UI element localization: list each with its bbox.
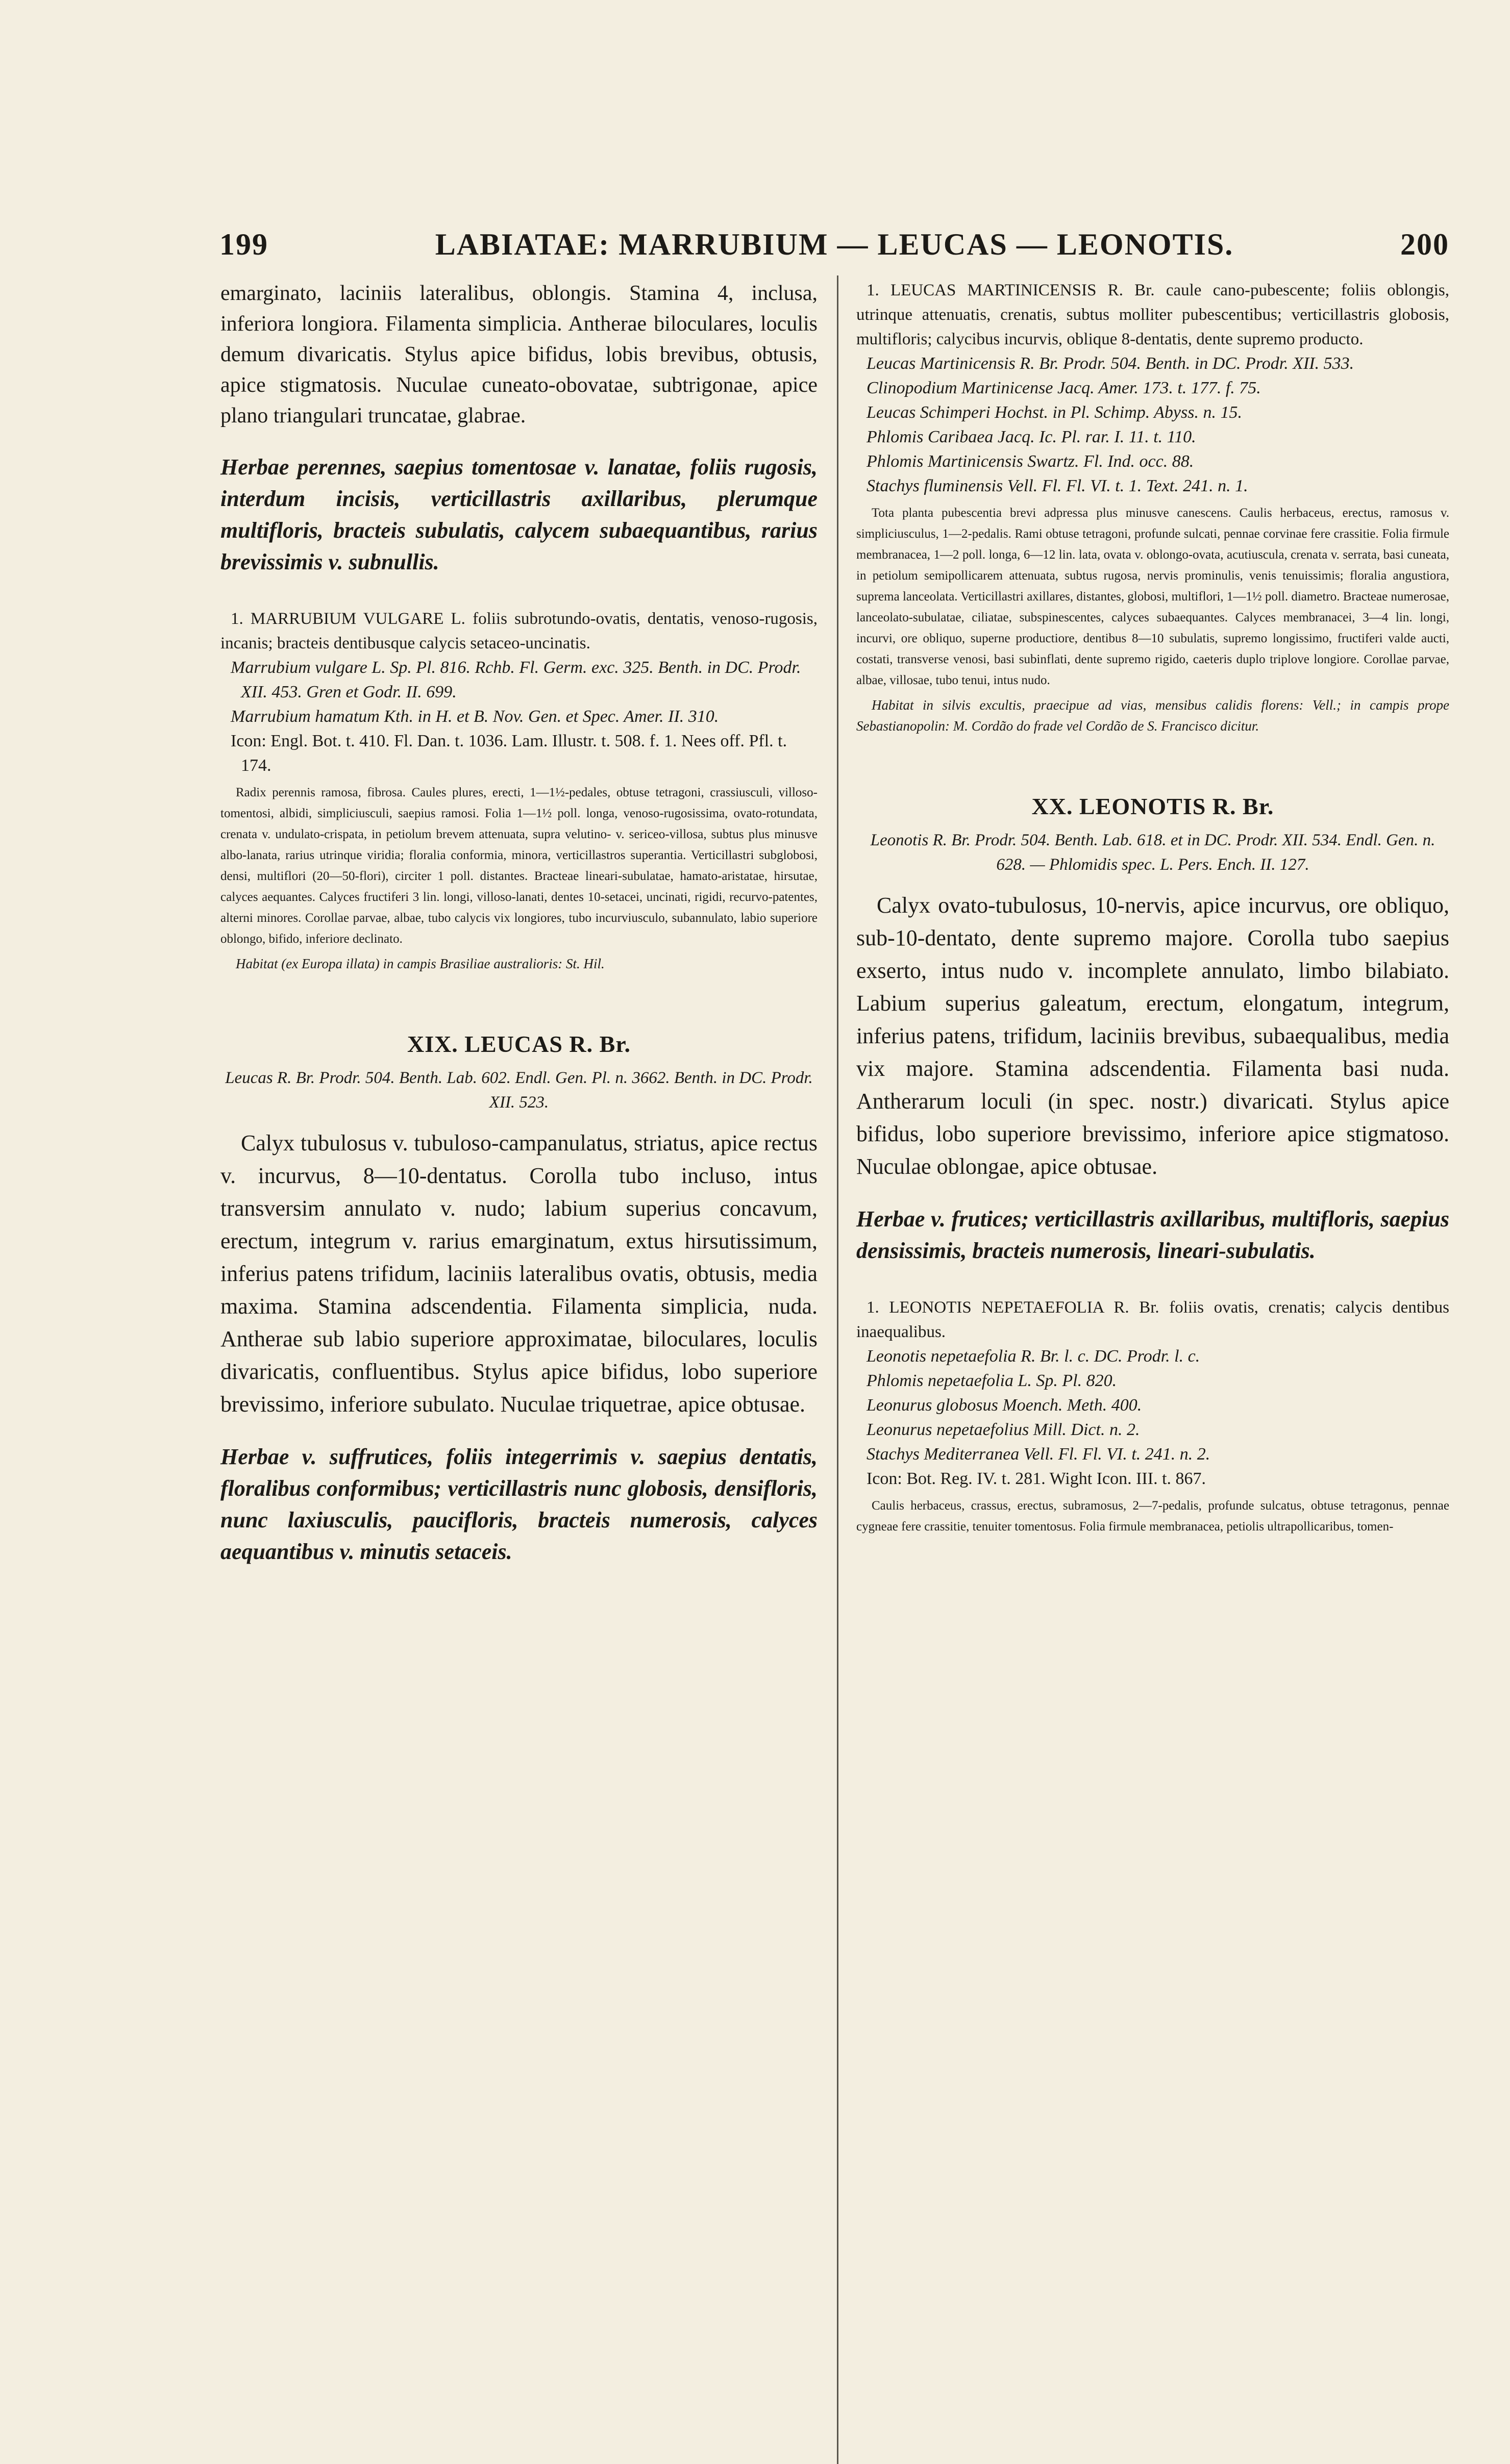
right-column	[856, 278, 1449, 1537]
synonym: Stachys Mediterranea Vell. Fl. Fl. VI. t. 241. n. 2.	[867, 1445, 1210, 1464]
habitat: Habitat in silvis excultis, praecipue ad vias, mensibus calidis florens: Vell.; in campis prope Sebastianopolin: M. Cordão do frade vel Cordão de S. Francisco dicitur.	[856, 697, 1449, 734]
species-description: Tota planta pubescentia brevi adpressa plus minusve canescens. Caulis herbaceus, erectus, ramosus v. simpliciusculus, 1—2-pedalis. Rami obtuse tetragoni, profunde sulcati, pennae corvinae fere crassitie. Folia firmule membranacea, 1—2 poll. longa, 6—12 lin. lata, ovata v. oblongo-ovata, acutiuscula, crenata v. serrata, basi cuneata, in petiolum semipollicarem attenuata, subtus rugosa, nervis prominulis, venis tenuissimis; floralia angustiora, suprema lanceolata. Verticillastri axillares, distantes, globosi, multiflori, 1—1½ poll. diametro. Bracteae numerosae, lanceolato-subulatae, ciliatae, subspinescentes, calyces subaequantes. Calyces membranacei, 3—4 lin. longi, incurvi, ore obliquo, superne productiore, dentibus 8—10 subulatis, supremo longissimo, fructiferi valde aucti, costati, transverse venosi, basi subinflati, dente supremo rigido, caeteris duplo triplove longiore. Corollae parvae, albae, villosae, tubo tenui, intus nudo.	[856, 506, 1449, 687]
genus-description: Calyx tubulosus v. tubuloso-campanulatus, striatus, apice rectus v. incurvus, 8—10-dentatus. Corolla tubo incluso, intus transversim annulato v. nudo; labium superius concavum, erectum, integrum v. rarius emarginatum, extus hirsutissimum, inferius patens trifidum, laciniis lateralibus ovatis, obtusis, media maxima. Stamina adscendentia. Filamenta simplicia, nuda. Antherae sub labio superiore approximatae, biloculares, loculis divaricatis, confluentibus. Stylus apice bifidus, lobo superiore brevissimo, inferiore subulato. Nuculae triquetrae, apice obtusae.	[220, 1130, 818, 1417]
page-number-left: 199	[219, 228, 268, 261]
genus-references: Leonotis R. Br. Prodr. 504. Benth. Lab. 618. et in DC. Prodr. XII. 534. Endl. Gen. n. 628. — Phlomidis spec. L. Pers. Ench. II. 127.	[870, 831, 1435, 874]
page-number-right: 200	[1400, 228, 1449, 261]
synonym: Stachys fluminensis Vell. Fl. Fl. VI. t. 1. Text. 241. n. 1.	[867, 476, 1248, 495]
habitat: Habitat (ex Europa illata) in campis Brasiliae australioris: St. Hil.	[236, 956, 605, 971]
genus-description: Calyx ovato-tubulosus, 10-nervis, apice incurvus, ore obliquo, sub-10-dentato, dente supremo majore. Corolla tubo saepius exserto, intus nudo v. incomplete annulato, limbo bilabiato. Labium superius galeatum, erectum, elongatum, integrum, inferius patens, trifidum, laciniis brevibus, subaequalibus, media vix majore. Stamina adscendentia. Filamenta basi nuda. Antherarum loculi (in spec. nostr.) divaricati. Stylus apice bifidus, lobo superiore brevissimo, inferiore apice stigmatoso. Nuculae oblongae, apice obtusae.	[856, 893, 1449, 1179]
column-divider	[837, 275, 838, 2464]
page-header	[219, 227, 1449, 268]
synonym: Leonotis nepetaefolia R. Br. l. c. DC. Prodr. l. c.	[867, 1347, 1200, 1366]
running-title: LABIATAE: MARRUBIUM — LEUCAS — LEONOTIS.	[435, 228, 1234, 261]
genus-habit: Herbae v. suffrutices, foliis integerrimis v. saepius dentatis, floralibus conformibus; verticillastris nunc globosis, densifloris, nunc laxiusculis, paucifloris, bracteis numerosis, calyces aequantibus v. minutis setaceis.	[220, 1444, 818, 1564]
species-description: Caulis herbaceus, crassus, erectus, subramosus, 2—7-pedalis, profunde sulcatus, obtuse tetragonus, pennae cygneae fere crassitie, tenuiter tomentosus. Folia firmule membranacea, petiolis ultrapollicaribus, tomen-	[856, 1499, 1449, 1533]
synonym: Leonurus nepetaefolius Mill. Dict. n. 2.	[867, 1420, 1140, 1439]
synonym: Marrubium vulgare L. Sp. Pl. 816. Rchb. Fl. Germ. exc. 325. Benth. in DC. Prodr. XII. 453. Gren et Godr. II. 699.	[231, 658, 801, 701]
genus-habit: Herbae v. frutices; verticillastris axillaribus, multifloris, saepius densissimis, bracteis numerosis, lineari-subulatis.	[856, 1206, 1449, 1263]
left-column	[220, 278, 818, 1568]
species-title: 1. LEONOTIS NEPETAEFOLIA R. Br. foliis ovatis, crenatis; calycis dentibus inaequalibus.	[856, 1298, 1449, 1341]
synonym: Leucas Schimperi Hochst. in Pl. Schimp. Abyss. n. 15.	[867, 403, 1242, 422]
synonym: Phlomis nepetaefolia L. Sp. Pl. 820.	[867, 1371, 1117, 1390]
genus-references: Leucas R. Br. Prodr. 504. Benth. Lab. 602. Endl. Gen. Pl. n. 3662. Benth. in DC. Prodr. XII. 523.	[225, 1069, 813, 1112]
species-title: 1. MARRUBIUM VULGARE L. foliis subrotundo-ovatis, dentatis, venoso-rugosis, incanis; bracteis dentibusque calycis setaceo-uncinatis.	[220, 610, 818, 652]
synonym: Marrubium hamatum Kth. in H. et B. Nov. Gen. et Spec. Amer. II. 310.	[231, 707, 719, 726]
genus-habit: Herbae perennes, saepius tomentosae v. lanatae, foliis rugosis, interdum incisis, verticillastris axillaribus, plerumque multifloris, bracteis subulatis, calycem subaequantibus, rarius brevissimis v. subnullis.	[220, 455, 818, 574]
synonym: Clinopodium Martinicense Jacq. Amer. 173. t. 177. f. 75.	[867, 379, 1261, 397]
synonym: Leonurus globosus Moench. Meth. 400.	[867, 1396, 1142, 1415]
genus-description-continued: emarginato, laciniis lateralibus, oblongis. Stamina 4, inclusa, inferiora longiora. Filamenta simplicia. Antherae biloculares, loculis demum divaricatis. Stylus apice bifidus, lobis brevibus, obtusis, apice stigmatosis. Nuculae cuneato-obovatae, subtrigonae, apice plano triangulari truncatae, glabrae.	[220, 282, 818, 428]
synonym: Phlomis Martinicensis Swartz. Fl. Ind. occ. 88.	[867, 452, 1194, 471]
species-title: 1. LEUCAS MARTINICENSIS R. Br. caule cano-pubescente; foliis oblongis, utrinque attenuatis, crenatis, subtus molliter pubescentibus; verticillastris globosis, multifloris; calycibus incurvis, oblique 8-dentatis, dente supremo producto.	[856, 281, 1449, 348]
synonym: Leucas Martinicensis R. Br. Prodr. 504. Benth. in DC. Prodr. XII. 533.	[867, 354, 1354, 373]
species-description: Radix perennis ramosa, fibrosa. Caules plures, erecti, 1—1½-pedales, obtuse tetragoni, crassiusculi, villoso-tomentosi, albidi, simpliciusculi, saepius ramosi. Folia 1—1½ poll. longa, venoso-rugosissima, ovato-rotundata, crenata v. undulato-crispata, in petiolum brevem attenuata, supra velutino- v. sericeo-villosa, subtus plus minusve albo-lanata, rarius utrinque viridia; floralia conformia, minora, verticillastros superantia. Verticillastri subglobosi, densi, multiflori (20—50-flori), circiter 1 poll. distantes. Bracteae lineari-subulatae, hamato-aristatae, hirsutae, calyces aequantes. Calyces fructiferi 3 lin. longi, villoso-lanati, dentes 10-setacei, uncinati, rigidi, recurvo-patentes, alterni minores. Corollae parvae, albae, tubo calycis vix longiores, tubo incurviusculo, subannulato, labio superiore oblongo, bifido, inferiore declinato.	[220, 786, 818, 946]
genus-title: XIX. LEUCAS R. Br.	[407, 1031, 631, 1057]
synonym: Phlomis Caribaea Jacq. Ic. Pl. rar. I. 11. t. 110.	[867, 428, 1196, 446]
icon-references: Icon: Bot. Reg. IV. t. 281. Wight Icon. III. t. 867.	[867, 1469, 1206, 1488]
icon-references: Icon: Engl. Bot. t. 410. Fl. Dan. t. 1036. Lam. Illustr. t. 508. f. 1. Nees off. Pfl. t. 174.	[231, 732, 787, 775]
genus-title: XX. LEONOTIS R. Br.	[1031, 793, 1274, 819]
